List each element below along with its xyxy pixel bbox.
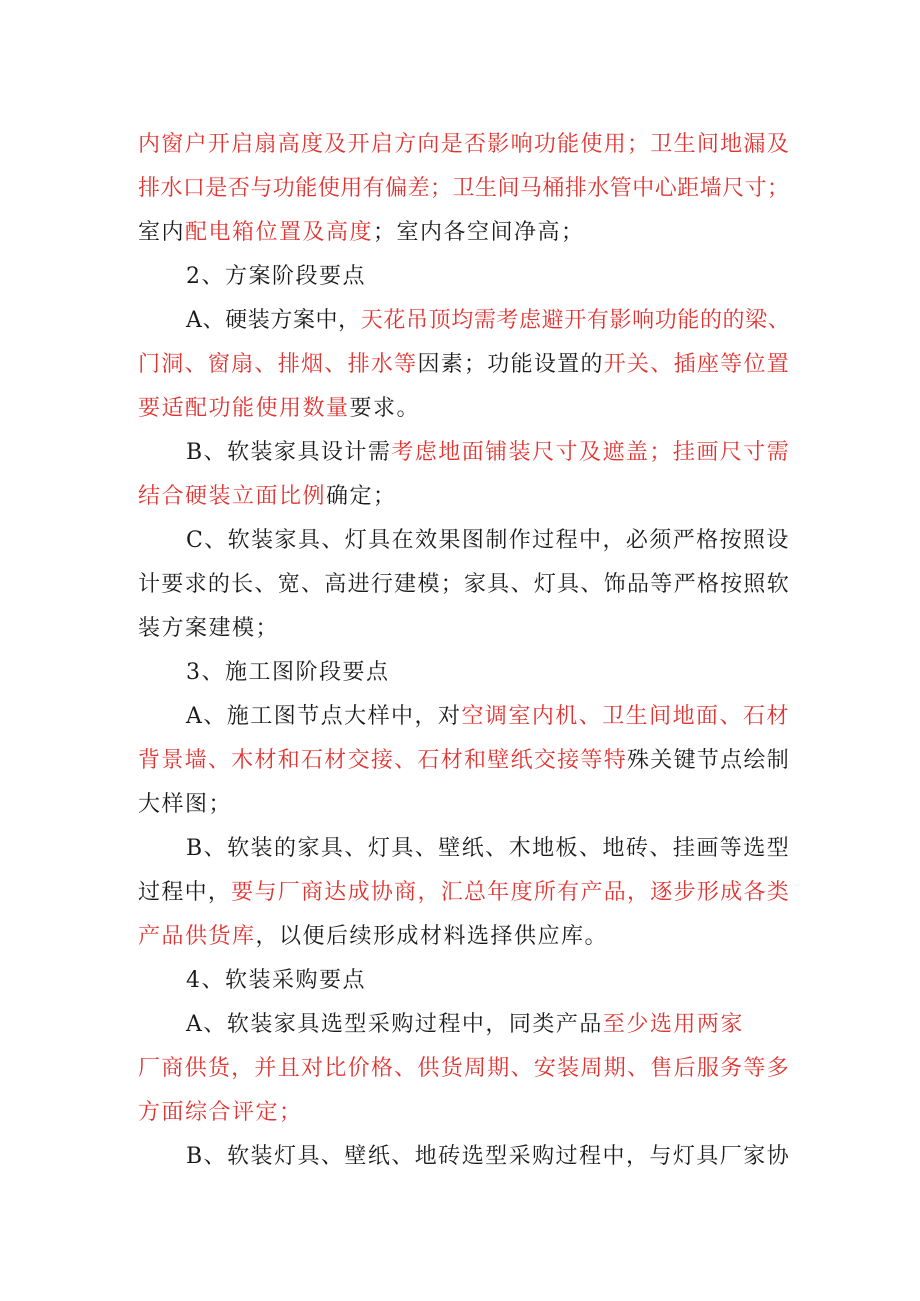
text-line <box>186 306 790 336</box>
body-text: A、硬装方案中， <box>186 308 361 333</box>
text-line <box>138 746 790 776</box>
highlighted-text: 空调室内机、卫生间地面、石材 <box>461 704 790 729</box>
body-text: 3、施工图阶段要点 <box>186 660 390 685</box>
highlighted-text: 配电箱位置及高度 <box>185 220 374 245</box>
text-line <box>138 614 279 644</box>
text-line <box>138 174 790 204</box>
body-text: 计要求的长、宽、高进行建模；家具、灯具、饰品等严格按照软 <box>138 572 791 597</box>
text-line <box>186 966 366 996</box>
text-line <box>186 834 790 864</box>
text-line <box>186 1010 744 1040</box>
highlighted-text: 结合硬装立面比例 <box>138 484 327 509</box>
body-text: ；室内各空间净高； <box>373 220 585 245</box>
highlighted-text: 产品供货库 <box>138 924 256 949</box>
highlighted-text: 至少选用两家 <box>602 1012 744 1037</box>
body-text: A、软装家具选型采购过程中，同类产品 <box>186 1012 603 1037</box>
body-text: 装方案建模； <box>138 616 280 641</box>
text-line <box>186 1142 790 1172</box>
highlighted-text: 内窗户开启扇高度及开启方向是否影响功能使用；卫生间地漏及 <box>138 132 791 157</box>
highlighted-text: 厂商供货，并且对比价格、供货周期、安装周期、售后服务等多 <box>138 1056 791 1081</box>
body-text: 因素；功能设置的 <box>417 352 604 377</box>
highlighted-text: 要与厂商达成协商，汇总年度所有产品，逐步形成各类 <box>231 880 791 905</box>
highlighted-text: 方面综合评定； <box>138 1100 303 1125</box>
text-line <box>186 702 790 732</box>
text-line <box>138 922 608 952</box>
body-text: B、软装家具设计需 <box>186 440 392 465</box>
text-line <box>138 350 790 380</box>
highlighted-text: 考虑地面铺装尺寸及遮盖；挂画尺寸需 <box>391 440 791 465</box>
text-line <box>138 1098 303 1128</box>
text-line <box>186 438 790 468</box>
text-line <box>138 482 397 512</box>
highlighted-text: 背景墙、木材和石材交接、石材和壁纸交接等特 <box>138 748 628 773</box>
text-line <box>138 394 420 424</box>
text-line <box>138 1054 790 1084</box>
text-line <box>186 658 390 688</box>
text-line <box>138 218 585 248</box>
text-line <box>138 570 790 600</box>
text-line <box>138 130 790 160</box>
body-text: 2、方案阶段要点 <box>186 264 366 289</box>
highlighted-text: 要适配功能使用数量 <box>138 396 350 421</box>
highlighted-text: 天花吊顶均需考虑避开有影响功能的的梁、 <box>360 308 791 333</box>
text-line <box>186 526 790 556</box>
body-text: B、软装的家具、灯具、壁纸、木地板、地砖、挂画等选型 <box>186 836 791 861</box>
body-text: C、软装家具、灯具在效果图制作过程中，必须严格按照设 <box>186 528 790 553</box>
highlighted-text: 开关、插座等位置 <box>603 352 791 377</box>
highlighted-text: 排水口是否与功能使用有偏差；卫生间马桶排水管中心距墙尺寸； <box>138 176 790 201</box>
body-text: A、施工图节点大样中，对 <box>186 704 462 729</box>
body-text: 过程中， <box>138 880 232 905</box>
body-text: 大样图； <box>138 792 233 817</box>
body-text: 确定； <box>326 484 397 509</box>
body-text: 室内 <box>138 220 186 245</box>
body-text: 要求。 <box>349 396 421 421</box>
highlighted-text: 门洞、窗扇、排烟、排水等 <box>138 352 418 377</box>
body-text: ，以便后续形成材料选择供应库。 <box>255 924 609 949</box>
text-line <box>138 790 232 820</box>
body-text: 殊关键节点绘制 <box>627 748 791 773</box>
body-text: 4、软装采购要点 <box>186 968 366 993</box>
text-line <box>138 878 790 908</box>
text-line <box>186 262 366 292</box>
body-text: B、软装灯具、壁纸、地砖选型采购过程中，与灯具厂家协 <box>186 1144 791 1169</box>
